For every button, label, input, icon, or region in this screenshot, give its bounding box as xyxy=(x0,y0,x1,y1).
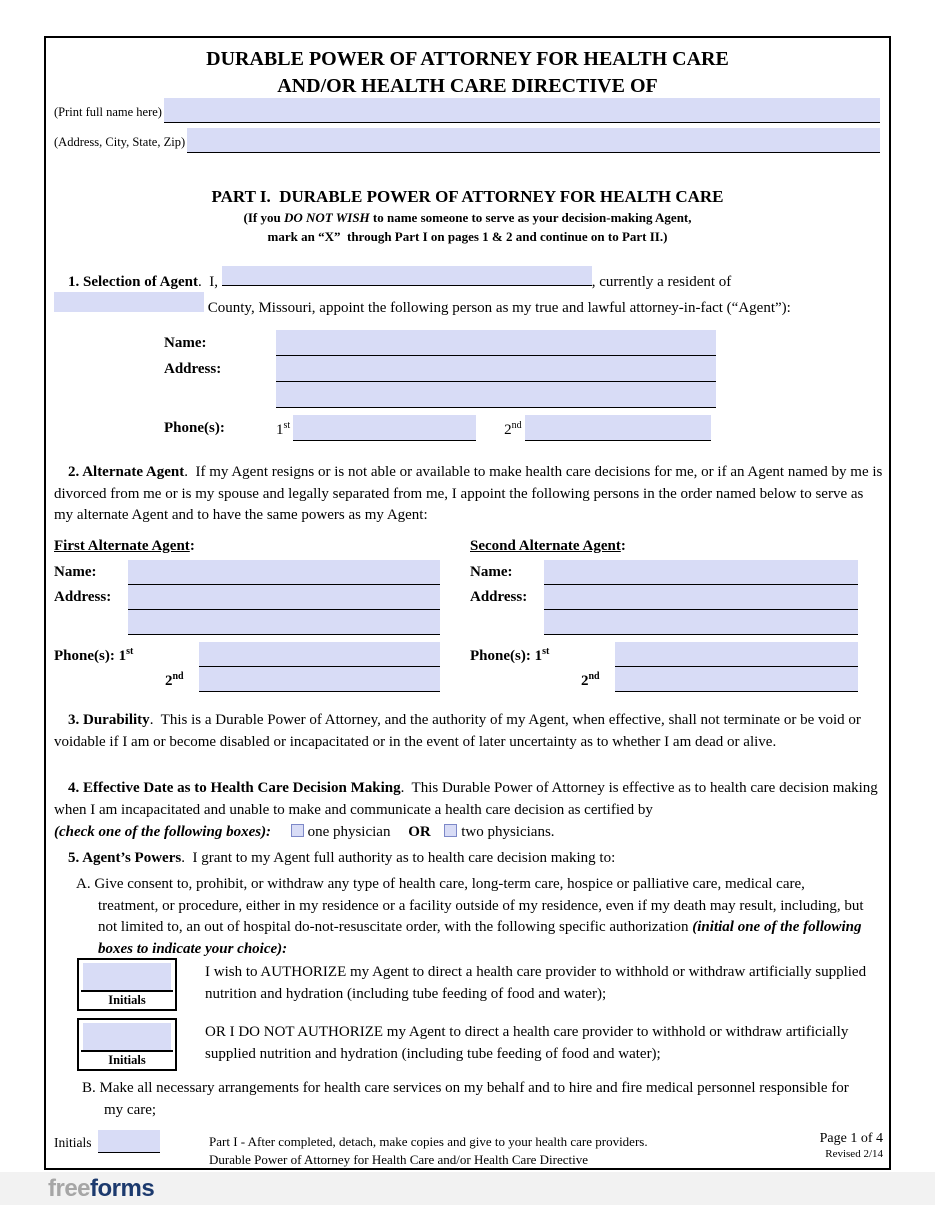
county-field[interactable] xyxy=(54,292,204,312)
not-authorize-option-row xyxy=(77,1018,873,1071)
alt2-phones-label: Phone(s): 1st xyxy=(470,646,550,664)
alt2-address-label: Address: xyxy=(470,589,528,605)
two-physicians-label: two physicians. xyxy=(461,824,555,840)
print-name-label: (Print full name here) xyxy=(54,105,162,119)
alt1-address-field1[interactable] xyxy=(128,585,440,610)
header-address-field[interactable] xyxy=(187,128,880,153)
second-alternate-agent-column xyxy=(470,538,858,692)
part1-subheading-line1: (If you DO NOT WISH to name someone to serve as your decision-making Agent, xyxy=(243,210,692,225)
section1-line2: County, Missouri, appoint the following person as my true and lawful attorney-in-fact (“Agent”): xyxy=(54,292,883,320)
section5-lead: 5. Agent’s Powers. I grant to my Agent full authority as to health care decision making to: xyxy=(68,850,616,866)
logo-forms-text: forms xyxy=(90,1174,155,1202)
section5-number-title: 5. Agent’s Powers xyxy=(68,850,182,866)
check-one-label: (check one of the following boxes): xyxy=(54,824,272,840)
alt1-phone2-field[interactable] xyxy=(199,667,440,692)
agent-phones-label: Phone(s): xyxy=(164,420,225,436)
part1-subheading-line2: mark an “X” through Part I on pages 1 & 2 and continue on to Part II.) xyxy=(267,229,668,244)
part1-heading-block xyxy=(46,186,889,246)
footer-initials-label: Initials xyxy=(54,1135,92,1150)
logo-free-text: free xyxy=(48,1174,91,1202)
form-page xyxy=(44,36,891,1170)
alt2-phone2-ordinal: 2nd xyxy=(581,671,600,689)
alt1-address-row2 xyxy=(54,610,440,635)
section5b-paragraph: B. Make all necessary arrangements for health care services on my behalf and to hire and fire medical personnel responsible for my care; xyxy=(82,1080,853,1118)
agent-address-field1[interactable] xyxy=(276,356,716,382)
section4-number-title: 4. Effective Date as to Health Care Decision Making xyxy=(68,780,401,796)
alt1-phone1-field[interactable] xyxy=(199,642,440,667)
alt2-address-row2 xyxy=(470,610,858,635)
not-authorize-initials-field[interactable] xyxy=(83,1023,171,1050)
alt2-phone1-row xyxy=(470,642,858,667)
page-number: Page 1 of 4 xyxy=(819,1131,883,1146)
alt1-address-row1 xyxy=(54,585,440,610)
alt2-name-label: Name: xyxy=(470,564,513,580)
footer-center-text xyxy=(209,1133,729,1168)
authorize-text: I wish to AUTHORIZE my Agent to direct a health care provider to withhold or withdraw artificially supplied nutrition and hydration (including tube feeding of food and water); xyxy=(205,964,870,1002)
authorize-initials-label: Initials xyxy=(108,993,146,1007)
section1-number-title: 1. Selection of Agent xyxy=(68,274,198,290)
principal-name-field[interactable] xyxy=(222,266,592,286)
alt1-address-field2[interactable] xyxy=(128,610,440,635)
alt1-phone1-row xyxy=(54,642,440,667)
footer-center-line1: Part I - After completed, detach, make copies and give to your health care providers. xyxy=(209,1134,648,1149)
authorize-option-row xyxy=(77,958,873,1011)
alt2-address-field1[interactable] xyxy=(544,585,858,610)
footer-page-info xyxy=(820,1130,883,1162)
section4-paragraph: 4. Effective Date as to Health Care Decision Making. This Durable Power of Attorney is effective as to health care decision making when I am incapacitated and unable to make and communicate a health care decision as certified by xyxy=(54,780,882,818)
section5b-letter: B. xyxy=(82,1080,100,1096)
agent-phone1-field[interactable] xyxy=(293,415,476,441)
form-title-line2: AND/OR HEALTH CARE DIRECTIVE OF xyxy=(277,75,658,97)
alt2-phone1-field[interactable] xyxy=(615,642,858,667)
alt2-address-row1 xyxy=(470,585,858,610)
not-authorize-initials-box xyxy=(77,1018,177,1071)
footer-initials-field[interactable] xyxy=(98,1130,160,1153)
footer-initials-group xyxy=(54,1130,160,1153)
section2-number-title: 2. Alternate Agent xyxy=(68,464,185,480)
or-label: OR xyxy=(408,824,431,840)
first-phone-ordinal: 1st xyxy=(276,420,291,438)
form-title xyxy=(46,46,889,100)
alt2-phone2-field[interactable] xyxy=(615,667,858,692)
alt1-phones-label: Phone(s): 1st xyxy=(54,646,134,664)
not-authorize-text: OR I DO NOT AUTHORIZE my Agent to direct a health care provider to withhold or withdraw artificially supplied nutrition and hydration (including tube feeding of food and water); xyxy=(205,1024,853,1062)
alt1-name-label: Name: xyxy=(54,564,97,580)
footer-center-line2: Durable Power of Attorney for Health Care and/or Health Care Directive xyxy=(209,1151,589,1167)
header-address-row xyxy=(54,128,880,153)
second-phone-ordinal: 2nd xyxy=(504,420,522,438)
not-authorize-initials-label: Initials xyxy=(108,1053,146,1067)
section4-options-row xyxy=(54,822,883,844)
print-name-row xyxy=(54,98,880,123)
form-title-line1: DURABLE POWER OF ATTORNEY FOR HEALTH CARE xyxy=(206,48,729,70)
section3-number-title: 3. Durability xyxy=(68,712,150,728)
alt1-name-field[interactable] xyxy=(128,560,440,585)
alt1-address-label: Address: xyxy=(54,589,112,605)
revision-label: Revised 2/14 xyxy=(825,1148,883,1160)
header-address-label: (Address, City, State, Zip) xyxy=(54,135,186,149)
one-physician-label: one physician xyxy=(307,824,391,840)
section3-paragraph: 3. Durability. This is a Durable Power of Attorney, and the authority of my Agent, when effective, shall not terminate or be void or voidable if I am or become disabled or incapacitated or in the event of later uncertainty as to whether I am dead or alive. xyxy=(54,712,865,750)
freeforms-logo xyxy=(48,1175,154,1203)
section1-lead: 1. Selection of Agent. I, , currently a resident of xyxy=(54,266,883,294)
alt2-name-field[interactable] xyxy=(544,560,858,585)
section5a-letter: A. xyxy=(76,876,95,892)
section2-paragraph: 2. Alternate Agent. If my Agent resigns or is not able or available to make health care decisions for me, or if an Agent named by me is divorced from me or is my spouse and legally separated from me, I appoint the following persons in the order named below to serve as my alternate Agent and to have the same powers as my Agent: xyxy=(54,464,887,523)
authorize-initials-box xyxy=(77,958,177,1011)
section5a-emphasis: (initial one of the following boxes to indicate your choice): xyxy=(98,919,866,957)
agent-phones-row xyxy=(164,415,764,441)
agent-details-block xyxy=(164,330,764,441)
alt1-phone2-ordinal: 2nd xyxy=(165,671,184,689)
agent-address-row2 xyxy=(164,382,764,408)
part1-heading: PART I. DURABLE POWER OF ATTORNEY FOR HEALTH CARE xyxy=(211,187,724,206)
brand-strip xyxy=(0,1172,935,1205)
agent-phone2-field[interactable] xyxy=(525,415,711,441)
second-alternate-heading: Second Alternate Agent: xyxy=(470,538,626,554)
two-physicians-checkbox[interactable] xyxy=(444,824,457,837)
agent-address-row1 xyxy=(164,356,764,382)
agent-name-row xyxy=(164,330,764,356)
section5a-paragraph: A. Give consent to, prohibit, or withdraw any type of health care, long-term care, hospice or palliative care, medical care, treatment, or procedure, either in my residence or a facility outside of my residence, even if my death may result, including, but not limited to, an out of hospital do-not-resuscitate order, with the following specific authorization (initial one of the following boxes to indicate your choice): xyxy=(76,876,868,957)
first-alternate-agent-column xyxy=(54,538,440,692)
agent-address-field2[interactable] xyxy=(276,382,716,408)
alt2-phone2-row xyxy=(470,667,858,692)
alt1-name-row xyxy=(54,560,440,585)
alt1-phone2-row xyxy=(54,667,440,692)
agent-address-label: Address: xyxy=(164,361,222,377)
alt2-address-field2[interactable] xyxy=(544,610,858,635)
alt2-name-row xyxy=(470,560,858,585)
one-physician-checkbox[interactable] xyxy=(291,824,304,837)
do-not-wish-emphasis: DO NOT WISH xyxy=(283,210,370,225)
authorize-initials-field[interactable] xyxy=(83,963,171,990)
agent-name-label: Name: xyxy=(164,335,207,351)
agent-name-field[interactable] xyxy=(276,330,716,356)
full-name-field[interactable] xyxy=(164,98,880,123)
first-alternate-heading: First Alternate Agent: xyxy=(54,538,195,554)
